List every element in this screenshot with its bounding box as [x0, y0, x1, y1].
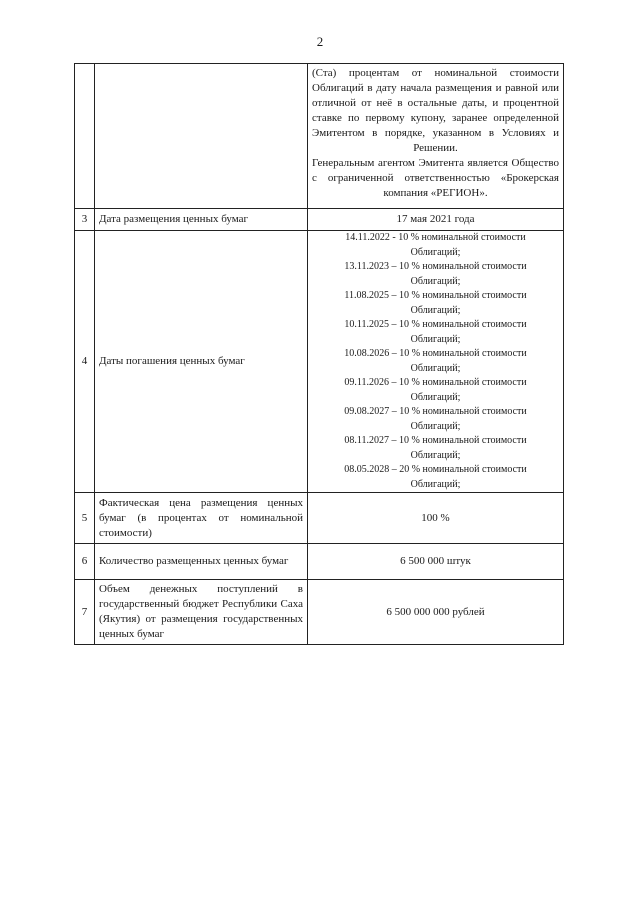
row-number: 3	[75, 209, 95, 231]
row-number: 5	[75, 493, 95, 544]
redemption-date-item	[310, 463, 561, 492]
redemption-date-line: 09.11.2026 – 10 % номинальной стоимости	[344, 377, 527, 388]
row-label: Дата размещения ценных бумаг	[95, 209, 308, 231]
redemption-date-unit: Облигаций;	[410, 246, 461, 258]
redemption-date-unit: Облигаций;	[410, 304, 461, 316]
redemption-date-item	[310, 260, 561, 289]
row-value: 17 мая 2021 года	[308, 209, 564, 231]
redemption-date-item	[310, 405, 561, 434]
table-row	[75, 544, 564, 580]
redemption-date-item	[310, 231, 561, 260]
redemption-date-line: 08.11.2027 – 10 % номинальной стоимости	[344, 435, 527, 446]
redemption-date-item	[310, 318, 561, 347]
row-label: Даты погашения ценных бумаг	[95, 231, 308, 493]
table-row	[75, 64, 564, 209]
redemption-date-item	[310, 289, 561, 318]
row-label: Количество размещенных ценных бумаг	[95, 544, 308, 580]
redemption-date-unit: Облигаций;	[410, 333, 461, 345]
redemption-dates-cell	[308, 231, 564, 493]
row-value: 6 500 000 000 рублей	[308, 580, 564, 645]
redemption-date-unit: Облигаций;	[410, 478, 461, 490]
row-number-cell	[75, 64, 95, 209]
table-row	[75, 209, 564, 231]
row-label-cell	[95, 64, 308, 209]
redemption-date-line: 08.05.2028 – 20 % номинальной стоимости	[344, 464, 527, 475]
redemption-date-item	[310, 347, 561, 376]
table-row	[75, 231, 564, 493]
redemption-date-line: 10.11.2025 – 10 % номинальной стоимости	[344, 319, 527, 330]
redemption-date-line: 10.08.2026 – 10 % номинальной стоимости	[344, 348, 527, 359]
general-agent-paragraph: Генеральным агентом Эмитента является Общество с ограниченной ответственностью «Брокерская компания «РЕГИОН».	[312, 157, 559, 199]
page-number: 2	[316, 34, 324, 49]
table-row	[75, 493, 564, 544]
row-value: 6 500 000 штук	[308, 544, 564, 580]
redemption-date-line: 11.08.2025 – 10 % номинальной стоимости	[344, 290, 527, 301]
redemption-date-unit: Облигаций;	[410, 449, 461, 461]
redemption-date-unit: Облигаций;	[410, 362, 461, 374]
securities-table	[74, 63, 564, 645]
redemption-date-line: 13.11.2023 – 10 % номинальной стоимости	[344, 261, 527, 272]
row-label: Фактическая цена размещения ценных бумаг (в процентах от номинальной стоимости)	[95, 493, 308, 544]
row-number: 6	[75, 544, 95, 580]
continuation-value-cell	[308, 64, 564, 209]
row-label: Объем денежных поступлений в государственный бюджет Республики Саха (Якутия) от размещения государственных ценных бумаг	[95, 580, 308, 645]
redemption-date-unit: Облигаций;	[410, 420, 461, 432]
table-row	[75, 580, 564, 645]
redemption-date-line: 09.08.2027 – 10 % номинальной стоимости	[344, 406, 527, 417]
redemption-date-item	[310, 376, 561, 405]
redemption-date-line: 14.11.2022 - 10 % номинальной стоимости	[345, 232, 526, 243]
row-number: 4	[75, 231, 95, 493]
row-number: 7	[75, 580, 95, 645]
redemption-date-unit: Облигаций;	[410, 391, 461, 403]
redemption-date-unit: Облигаций;	[410, 275, 461, 287]
redemption-date-item	[310, 434, 561, 463]
row-value: 100 %	[308, 493, 564, 544]
placement-terms-paragraph: (Ста) процентам от номинальной стоимости Облигаций в дату начала размещения и равной или отличной от неё в остальные даты, и процентной ставке по первому купону, заранее определенной Эмитентом в порядке, указанном в Условиях и Решении.	[312, 67, 559, 154]
